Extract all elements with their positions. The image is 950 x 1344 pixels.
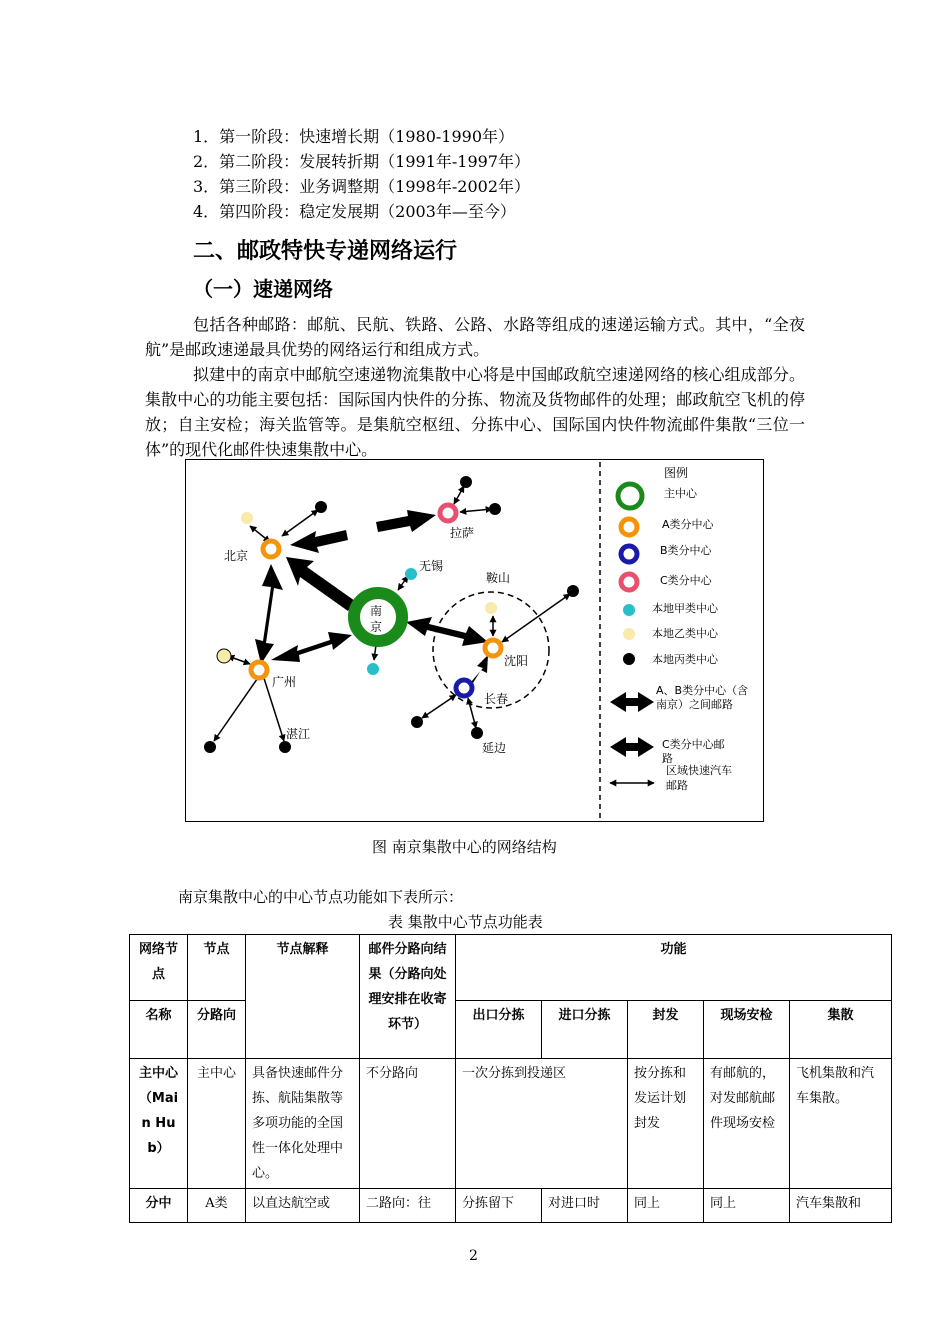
- label-beijing: 北京: [224, 549, 249, 563]
- header-out-sort: 出口分拣: [456, 1001, 542, 1059]
- route-beijing-guangzhou: [255, 564, 283, 664]
- paragraph-2: 拟建中的南京中邮航空速递物流集散中心将是中国邮政航空速递网络的核心组成部分。集散中心的功能主要包括：国际国内快件的分拣、物流及货物邮件的处理；邮政航空飞机的停放；自主安检；海关监管等。是集航空枢纽、分拣中心、国际国内快件物流邮件集散“三位一体”的现代化邮件快速集散中心。: [145, 365, 805, 459]
- cell-in-sort: 对进口时: [542, 1189, 628, 1223]
- header-name: 名称: [130, 1001, 188, 1059]
- node-lasa: [440, 505, 456, 521]
- node-guangzhou: [251, 662, 267, 678]
- cell-routing: 二路向：往: [360, 1189, 456, 1223]
- header-routing: 邮件分路向结果（分路向处理安排在收寄环节）: [360, 935, 456, 1059]
- header-in-sort: 进口分拣: [542, 1001, 628, 1059]
- legend-route-ab-1: A、B类分中心（含: [656, 684, 749, 697]
- node-local-c-2: [489, 503, 501, 515]
- cell-collect: 飞机集散和汽车集散。: [790, 1059, 892, 1189]
- node-function-table: [129, 934, 892, 1223]
- label-nanjing-a: 南: [370, 604, 383, 618]
- stage-list: [193, 124, 753, 224]
- figure-caption: 图 南京集散中心的网络结构: [372, 838, 557, 856]
- node-zhanjiang-dot: [279, 741, 291, 753]
- legend-local-c: 本地丙类中心: [652, 653, 718, 666]
- legend-c: C类分中心: [660, 574, 712, 587]
- node-beijing-local-b: [241, 512, 253, 524]
- legend-route-ab-2: 南京）之间邮路: [656, 698, 733, 711]
- node-local-c-4: [567, 585, 579, 597]
- cell-collect: 汽车集散和: [790, 1189, 892, 1223]
- cell-out-in-sort: 一次分拣到投递区: [456, 1059, 628, 1189]
- header-security: 现场安检: [704, 1001, 790, 1059]
- route-nanjing-beijing: [286, 557, 355, 611]
- legend-title: 图例: [664, 466, 689, 480]
- label-changchun: 长春: [484, 692, 509, 706]
- legend-route-c-1: C类分中心邮: [662, 738, 725, 751]
- cell-dispatch: 同上: [628, 1189, 704, 1223]
- node-anshan: [485, 602, 497, 614]
- route-guangzhou-nanjing: [271, 632, 352, 662]
- legend-a: A类分中心: [662, 518, 714, 531]
- node-local-c-6: [411, 716, 423, 728]
- node-shenyang: [485, 640, 501, 656]
- cell-out-sort: 分拣留下: [456, 1189, 542, 1223]
- cell-dispatch: 按分拣和发运计划封发: [628, 1059, 704, 1189]
- legend-thick-arrow-c: [610, 737, 654, 757]
- legend-main-symbol: [618, 484, 642, 508]
- header-direction: 分路向: [188, 1001, 246, 1059]
- label-nanjing-b: 京: [370, 620, 383, 634]
- network-diagram: [186, 460, 765, 823]
- section-title: 二、邮政特快专递网络运行: [193, 239, 458, 264]
- legend-a-symbol: [621, 519, 637, 535]
- legend-b-symbol: [621, 546, 637, 562]
- route-nanjing-shenyang: [406, 617, 488, 646]
- node-local-c-1: [315, 501, 327, 513]
- label-anshan: 鞍山: [486, 571, 511, 585]
- page-number: 2: [469, 1248, 478, 1264]
- cell-routing: 不分路向: [360, 1059, 456, 1189]
- label-zhanjiang: 湛江: [286, 727, 311, 741]
- subsection-title: （一）速递网络: [193, 277, 333, 301]
- legend-local-b-symbol: [623, 628, 635, 640]
- route-c-lasa: [376, 510, 436, 532]
- legend-local-c-symbol: [623, 653, 635, 665]
- cell-security: 同上: [704, 1189, 790, 1223]
- label-guangzhou: 广州: [272, 675, 297, 689]
- legend-c-symbol: [621, 574, 637, 590]
- route-c-beijing: [290, 530, 348, 553]
- legend-thick-arrow-ab: [610, 692, 654, 712]
- legend-main: 主中心: [664, 487, 697, 500]
- legend-route-c-2: 路: [662, 752, 673, 765]
- stage-item: 1．第一阶段：快速增长期（1980-1990年）: [193, 127, 515, 146]
- node-wuxi: [405, 568, 417, 580]
- stage-item: 4．第四阶段：稳定发展期（2003年—至今）: [193, 202, 516, 221]
- cell-name: 分中: [130, 1189, 188, 1223]
- node-local-c-5: [204, 741, 216, 753]
- stage-item: 3．第三阶段：业务调整期（1998年-2002年）: [193, 177, 531, 196]
- legend-local-b: 本地乙类中心: [652, 627, 718, 640]
- legend-local-a: 本地甲类中心: [652, 602, 718, 615]
- paragraph-1: 包括各种邮路：邮航、民航、铁路、公路、水路等组成的速递运输方式。其中，“全夜航”是邮政速递最具优势的网络运行和组成方式。: [145, 315, 805, 359]
- legend-b: B类分中心: [660, 544, 712, 557]
- cell-direction: 主中心: [188, 1059, 246, 1189]
- cell-desc: 具备快速邮件分拣、航陆集散等多项功能的全国性一体化处理中心。: [246, 1059, 360, 1189]
- header-network-node: 网络节点: [130, 935, 188, 1001]
- label-wuxi: 无锡: [419, 559, 444, 573]
- node-yanbian-dot: [471, 727, 483, 739]
- node-local-a-2: [367, 663, 379, 675]
- legend-route-truck-2: 邮路: [666, 779, 688, 792]
- table-title: 表 集散中心节点功能表: [388, 913, 543, 931]
- cell-direction: A类: [188, 1189, 246, 1223]
- network-figure: [185, 459, 764, 822]
- legend-route-truck-1: 区域快速汽车: [666, 764, 732, 777]
- table-intro: 南京集散中心的中心节点功能如下表所示：: [178, 888, 464, 906]
- cell-security: 有邮航的，对发邮航邮件现场安检: [704, 1059, 790, 1189]
- header-collect: 集散: [790, 1001, 892, 1059]
- legend-local-a-symbol: [623, 604, 635, 616]
- node-changchun: [456, 680, 472, 696]
- stage-item: 2．第二阶段：发展转折期（1991年-1997年）: [193, 152, 531, 171]
- table-row: [130, 1189, 892, 1223]
- label-lasa: 拉萨: [450, 526, 475, 540]
- header-dispatch: 封发: [628, 1001, 704, 1059]
- cell-name: 主中心（Main Hub）: [130, 1059, 188, 1189]
- node-beijing: [263, 541, 279, 557]
- header-node: 节点: [188, 935, 246, 1001]
- label-yanbian: 延边: [482, 741, 507, 755]
- node-local-c-3: [460, 476, 472, 488]
- header-node-desc: 节点解释: [246, 935, 360, 1059]
- table-row: [130, 1059, 892, 1189]
- header-function: 功能: [456, 935, 892, 1001]
- cell-desc: 以直达航空或: [246, 1189, 360, 1223]
- node-guangzhou-local-b: [217, 649, 231, 663]
- label-shenyang: 沈阳: [504, 654, 529, 668]
